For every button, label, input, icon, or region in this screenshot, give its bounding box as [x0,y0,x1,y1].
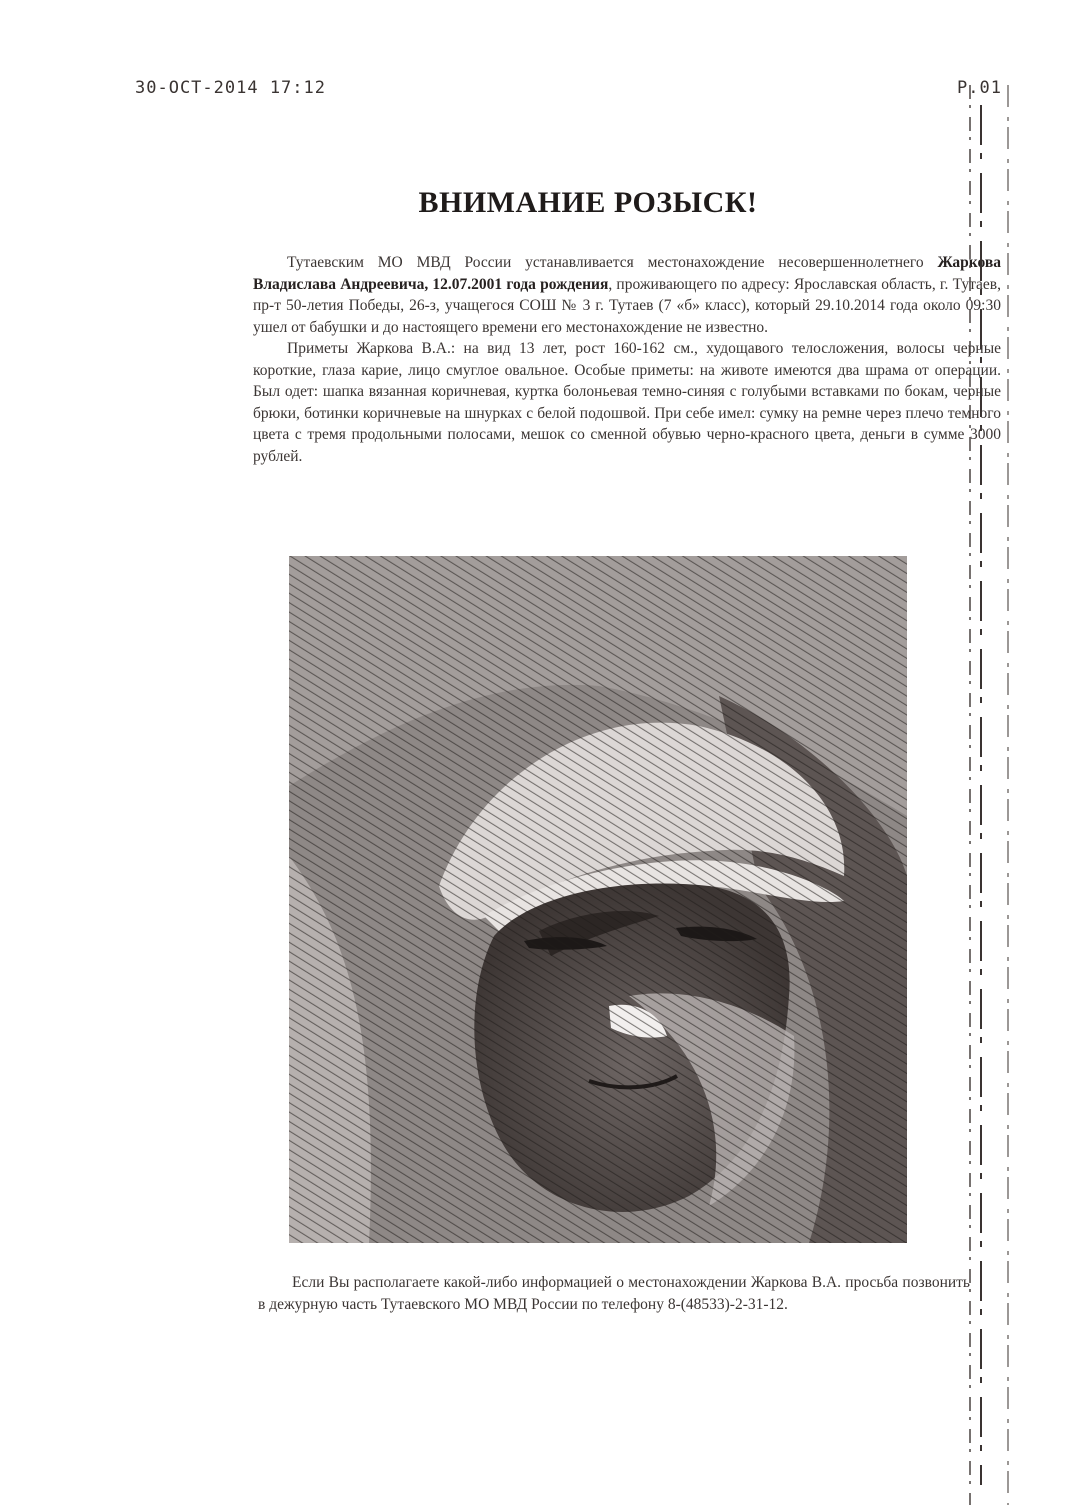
missing-person-name: Жаркова Владислава Андреевича, 12.07.2001 года рождения [253,254,1001,293]
fax-header [0,78,1076,102]
paragraph-description: Приметы Жаркова В.А.: на вид 13 лет, рост 160-162 см., худощавого телосложения, волосы черные короткие, глаза карие, лицо смуглое овальное. Особые приметы: на животе имеются два шрама от операции. Был одет: шапка вязанная коричневая, куртка болоньевая темно-синяя с голубыми вставками по бокам, черные брюки, ботинки коричневые на шнурках с белой подошвой. При себе имел: сумку на ремне через плечо темного цвета с тремя продольными полосами, мешок со сменной обувью черно-красного цвета, деньги в сумме 3000 рублей. [253,340,1001,465]
contact-paragraph: Если Вы располагаете какой-либо информацией о местонахождении Жаркова В.А. просьба позвонить в дежурную часть Тутаевского МО МВД России по телефону 8-(48533)-2-31-12. [258,1274,970,1313]
paragraph1-details: , проживающего по адресу: Ярославская область, г. Тутаев, пр-т 50-летия Победы, 26-з, учащегося СОШ № 3 г. Тутаев (7 «б» класс), который 29.10.2014 года около 09:30 ушел от бабушки и до настоящего времени его местонахождение не известно. [253,275,1001,336]
notice-body [253,252,1001,467]
fax-edge-artifact [964,85,1016,1505]
fax-datetime: 30-OCT-2014 17:12 [135,78,326,98]
notice-title: ВНИМАНИЕ РОЗЫСК! [418,186,758,219]
fax-page-number: P.01 [957,78,1002,98]
paragraph1-intro: Тутаевским МО МВД России устанавливается местонахождение несовершеннолетнего [287,254,938,271]
paragraph-missing-person [253,252,1001,338]
missing-person-photo [289,556,907,1243]
contact-info [258,1272,970,1315]
